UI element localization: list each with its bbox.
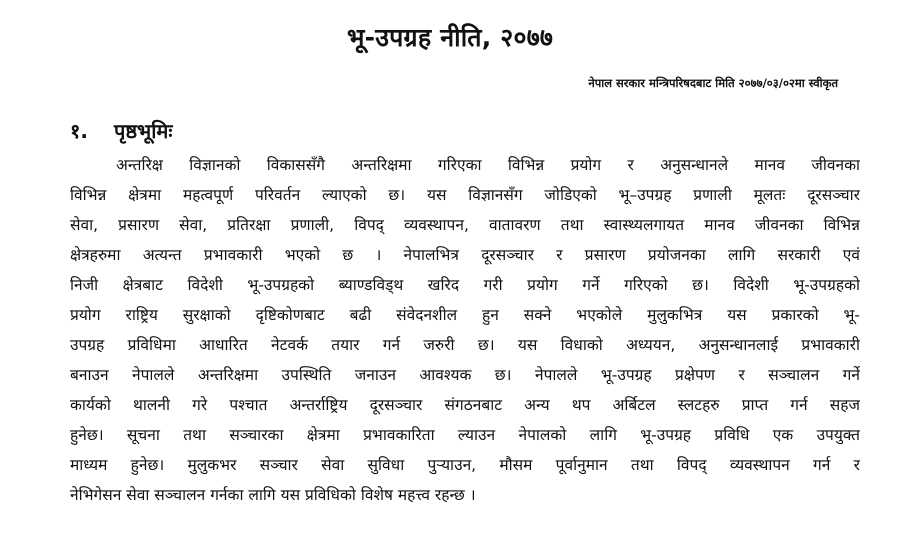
approval-note: नेपाल सरकार मन्त्रिपरिषदबाट मिति २०७७/०३/०२मा स्वीकृत <box>588 76 838 90</box>
section-heading <box>70 117 172 144</box>
paragraph-line: निजी क्षेत्रबाट विदेशी भू-उपग्रहको ब्याण्डविड्थ खरिद गरी प्रयोग गर्ने गरिएको छ। विदेशी भू-उपग्रहको <box>70 276 860 294</box>
paragraph-line: माध्यम हुनेछ। मुलुकभर सञ्चार सेवा सुविधा पुर्‍याउन, मौसम पूर्वानुमान तथा विपद् व्यवस्थापन गर्न र <box>70 456 860 474</box>
paragraph-line: प्रयोग राष्ट्रिय सुरक्षाको दृष्टिकोणबाट बढी संवेदनशील हुन सक्ने भएकोले मुलुकभित्र यस प्रकारको भू- <box>70 306 860 324</box>
document-title: भू-उपग्रह नीति, २०७७ <box>346 23 554 52</box>
paragraph-line-last: नेभिगेसन सेवा सञ्चालन गर्नका लागि यस प्रविधिको विशेष महत्त्व रहन्छ । <box>70 486 476 504</box>
paragraph-line: सेवा, प्रसारण सेवा, प्रतिरक्षा प्रणाली, विपद् व्यवस्थापन, वातावरण तथा स्वास्थ्यलगायत मानव जीवनका विभिन्न <box>70 216 860 234</box>
section-title: पृष्ठभूमिः <box>114 119 173 143</box>
paragraph-line: अन्तरिक्ष विज्ञानको विकाससँगै अन्तरिक्षमा गरिएका विभिन्न प्रयोग र अनुसन्धानले मानव जीवनका <box>116 156 860 174</box>
body-paragraph <box>70 150 860 510</box>
paragraph-line: क्षेत्रहरुमा अत्यन्त प्रभावकारी भएको छ । नेपालभित्र दूरसञ्चार र प्रसारण प्रयोजनका लागि सरकारी एवं <box>70 246 860 264</box>
paragraph-line: कार्यको थालनी गरे पश्चात अन्तर्राष्ट्रिय दूरसञ्चार संगठनबाट अन्य थप अर्बिटल स्लटहरु प्राप्त गर्न सहज <box>70 396 860 414</box>
paragraph-line: विभिन्न क्षेत्रमा महत्वपूर्ण परिवर्तन ल्याएको छ। यस विज्ञानसँग जोडिएको भू–उपग्रह प्रणाली मूलतः दूरसञ्चार <box>70 186 860 204</box>
paragraph-line: बनाउन नेपालले अन्तरिक्षमा उपस्थिति जनाउन आवश्यक छ। नेपालले भू-उपग्रह प्रक्षेपण र सञ्चालन गर्ने <box>70 366 860 384</box>
paragraph-line: हुनेछ। सूचना तथा सञ्चारका क्षेत्रमा प्रभावकारिता ल्याउन नेपालको लागि भू-उपग्रह प्रविधि एक उपयुक्त <box>70 426 860 444</box>
section-number: १. <box>70 119 88 143</box>
paragraph-line: उपग्रह प्रविधिमा आधारित नेटवर्क तयार गर्न जरुरी छ। यस विधाको अध्ययन, अनुसन्धानलाई प्रभावकारी <box>70 336 860 354</box>
